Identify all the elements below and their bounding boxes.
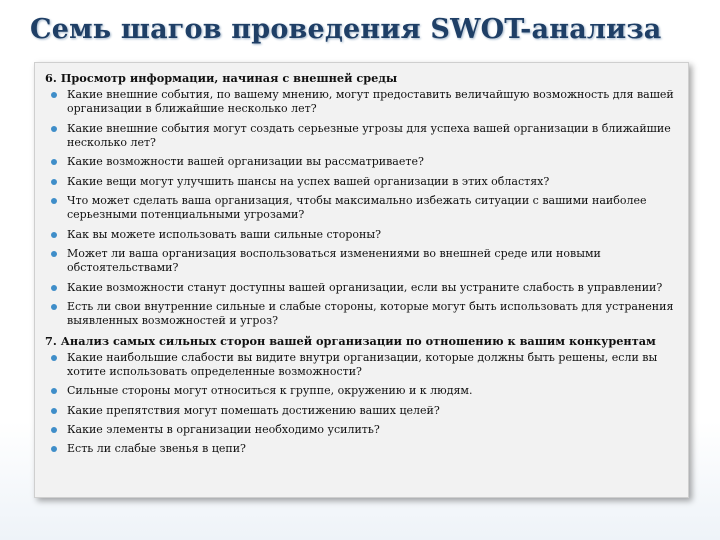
list-item-text: Какие возможности вашей организации вы рассматриваете? <box>67 155 424 169</box>
list-item-text: Какие наибольшие слабости вы видите внутри организации, которые должны быть решены, если вы хотите использовать определенные возможности? <box>67 350 658 378</box>
bullet-icon <box>51 355 57 361</box>
bullet-icon <box>51 232 57 238</box>
list-item <box>45 351 678 379</box>
list-item <box>45 88 678 116</box>
content-panel <box>34 62 689 498</box>
list-item-text: Сильные стороны могут относиться к группе, окружению и к людям. <box>67 384 473 398</box>
bullet-icon <box>51 408 57 414</box>
list-item-text: Есть ли свои внутренние сильные и слабые стороны, которые могут быть использовать для устранения выявленных возможностей и угроз? <box>67 299 674 328</box>
list-item-text: Какие элементы в организации необходимо усилить? <box>67 422 380 436</box>
list-item <box>45 155 678 169</box>
list-item-text: Какие внешние события могут создать серьезные угрозы для успеха вашей организации в ближайшие несколько лет? <box>67 121 671 149</box>
list-item <box>45 423 678 437</box>
bullet-icon <box>51 126 57 132</box>
list-item <box>45 247 678 275</box>
slide-title: Семь шагов проведения SWOT-анализа <box>30 14 662 45</box>
list-item <box>45 442 678 456</box>
bullet-icon <box>51 388 57 394</box>
list-item-text: Может ли ваша организация воспользоваться изменениями во внешней среде или новыми обстоятельствами? <box>67 246 601 275</box>
list-item <box>45 281 678 295</box>
bullet-icon <box>51 251 57 257</box>
list-item <box>45 384 678 398</box>
list-item-text: Что может сделать ваша организация, чтобы максимально избежать ситуации с вашими наиболее серьезными потенциальными угрозами? <box>67 193 647 222</box>
list-item <box>45 175 678 189</box>
list-item <box>45 404 678 418</box>
section-heading-6: 6. Просмотр информации, начиная с внешней среды <box>45 71 398 85</box>
bullet-icon <box>51 304 57 310</box>
list-item-text: Есть ли слабые звенья в цепи? <box>67 442 246 456</box>
bullet-icon <box>51 427 57 433</box>
list-item-text: Какие возможности станут доступны вашей организации, если вы устраните слабость в управлении? <box>67 280 663 294</box>
section-heading-7: 7. Анализ самых сильных сторон вашей организации по отношению к вашим конкурентам <box>45 333 656 348</box>
bullet-icon <box>51 285 57 291</box>
list-item <box>45 122 678 150</box>
list-item <box>45 194 678 222</box>
section-6-list <box>45 88 678 328</box>
bullet-icon <box>51 179 57 185</box>
list-item <box>45 228 678 242</box>
section-7-list <box>45 351 678 457</box>
list-item-text: Как вы можете использовать ваши сильные стороны? <box>67 227 382 241</box>
list-item-text: Какие внешние события, по вашему мнению, могут предоставить величайшую возможность для вашей организации в ближайшие несколько лет? <box>67 88 674 116</box>
bullet-icon <box>51 159 57 165</box>
bullet-icon <box>51 446 57 452</box>
list-item <box>45 300 678 328</box>
list-item-text: Какие вещи могут улучшить шансы на успех вашей организации в этих областях? <box>67 174 550 188</box>
bullet-icon <box>51 92 57 98</box>
bullet-icon <box>51 198 57 204</box>
list-item-text: Какие препятствия могут помешать достижению ваших целей? <box>67 403 440 417</box>
